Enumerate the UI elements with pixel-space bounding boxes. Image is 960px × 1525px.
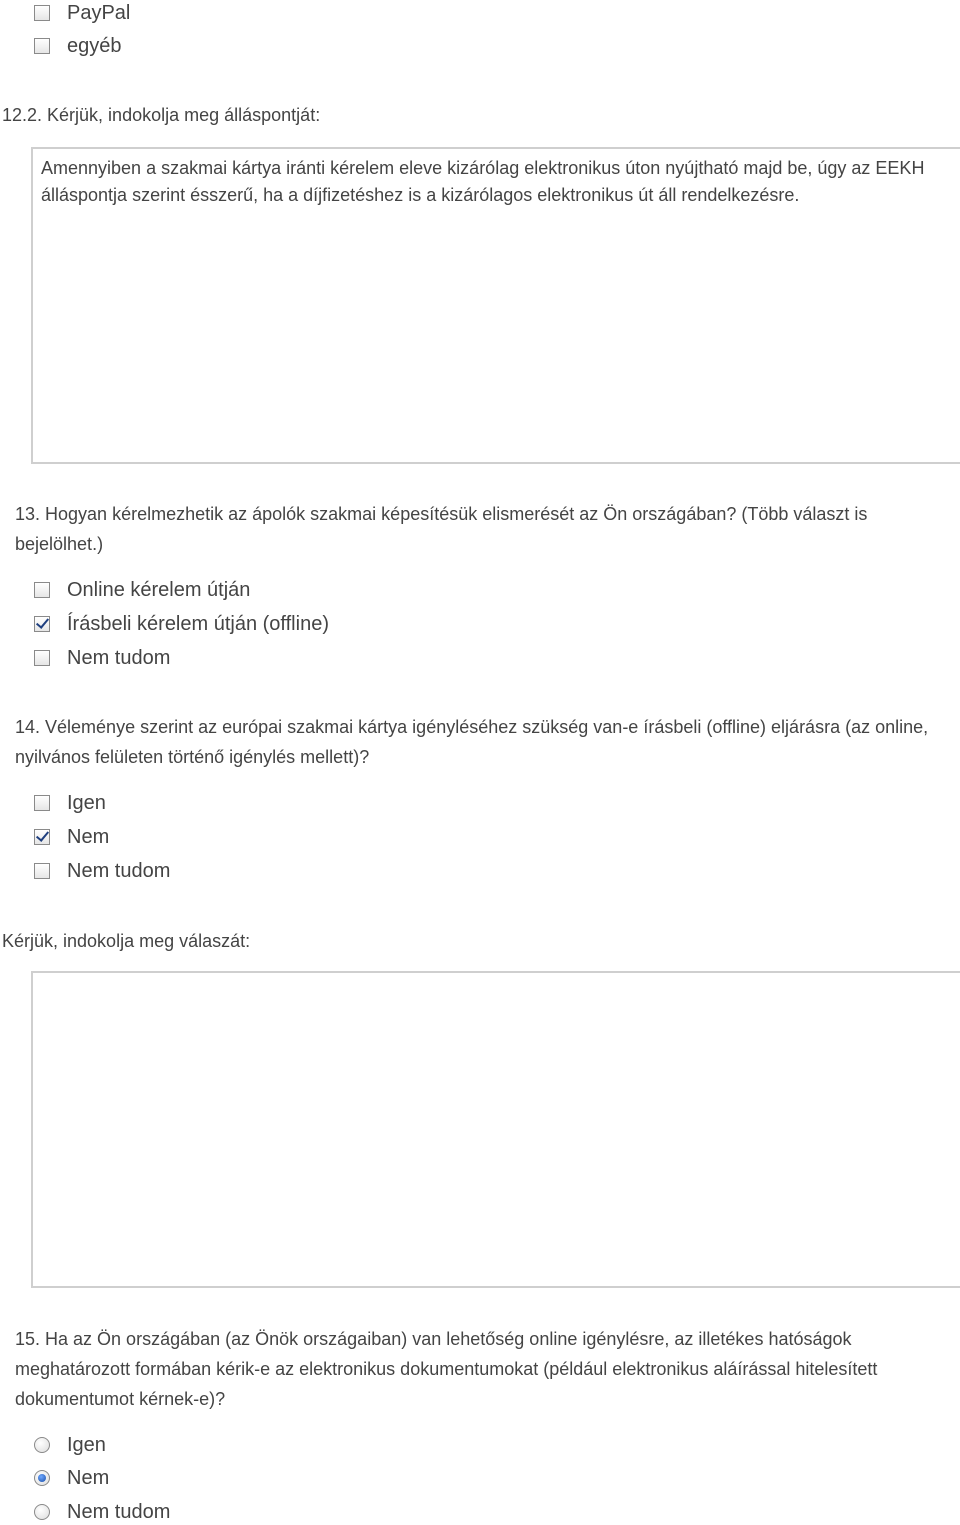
checkbox[interactable] [34, 5, 50, 21]
radio-button-selected[interactable] [34, 1470, 50, 1486]
option-yes[interactable] [34, 790, 106, 816]
option-other[interactable] [34, 33, 122, 59]
option-no[interactable] [34, 824, 109, 850]
option-label: Nem [67, 1466, 110, 1489]
question-13-title: 13. Hogyan kérelmezhetik az ápolók szakmai képesítésük elismerését az Ön országában? (Több választ is bejelölhet.) [15, 504, 868, 554]
option-label: Igen [67, 791, 106, 814]
option-yes[interactable] [34, 1432, 106, 1458]
justification-textarea-12-2[interactable] [31, 147, 960, 464]
option-label: PayPal [67, 1, 131, 24]
question-14-title: 14. Véleménye szerint az európai szakmai kártya igényléséhez szükség van-e írásbeli (offline) eljárásra (az online, nyilvános felületen történő igénylés mellett)? [15, 717, 929, 767]
checkbox[interactable] [34, 863, 50, 879]
option-label: egyéb [67, 34, 122, 57]
option-label: Nem tudom [67, 646, 171, 669]
checkbox[interactable] [34, 582, 50, 598]
radio-button[interactable] [34, 1504, 50, 1520]
option-label: Igen [67, 1433, 106, 1456]
option-label: Nem tudom [67, 1500, 171, 1523]
justification-textarea-14[interactable] [31, 971, 960, 1288]
justification-text [33, 973, 960, 979]
checkbox-checked[interactable] [34, 829, 50, 845]
checkbox[interactable] [34, 38, 50, 54]
option-written-application[interactable] [34, 611, 329, 637]
option-label: Nem tudom [67, 859, 171, 882]
option-no[interactable] [34, 1465, 109, 1491]
option-dont-know[interactable] [34, 1499, 170, 1525]
question-14-reason-label: Kérjük, indokolja meg válaszát: [2, 931, 251, 951]
option-paypal[interactable] [34, 0, 130, 26]
checkbox[interactable] [34, 795, 50, 811]
option-label: Online kérelem útján [67, 578, 251, 601]
justification-text: Amennyiben a szakmai kártya iránti kérelem eleve kizárólag elektronikus úton nyújtható majd be, úgy az EEKH álláspontja szerint ésszerű, ha a díjfizetéshez is a kizárólagos elektronikus út áll rendelkezésre. [41, 158, 925, 205]
radio-button[interactable] [34, 1437, 50, 1453]
question-15-title: 15. Ha az Ön országában (az Önök országaiban) van lehetőség online igénylésre, az illetékes hatóságok meghatározott formában kérik-e az elektronikus dokumentumokat (például elektronikus aláírással hitelesített dokumentumot kérnek-e)? [15, 1329, 878, 1409]
checkbox[interactable] [34, 650, 50, 666]
option-label: Írásbeli kérelem útján (offline) [67, 612, 329, 635]
checkbox-checked[interactable] [34, 616, 50, 632]
option-dont-know[interactable] [34, 645, 170, 671]
option-label: Nem [67, 825, 110, 848]
question-12-2-title: 12.2. Kérjük, indokolja meg álláspontját: [2, 105, 321, 125]
option-online-application[interactable] [34, 577, 250, 603]
option-dont-know[interactable] [34, 858, 170, 884]
